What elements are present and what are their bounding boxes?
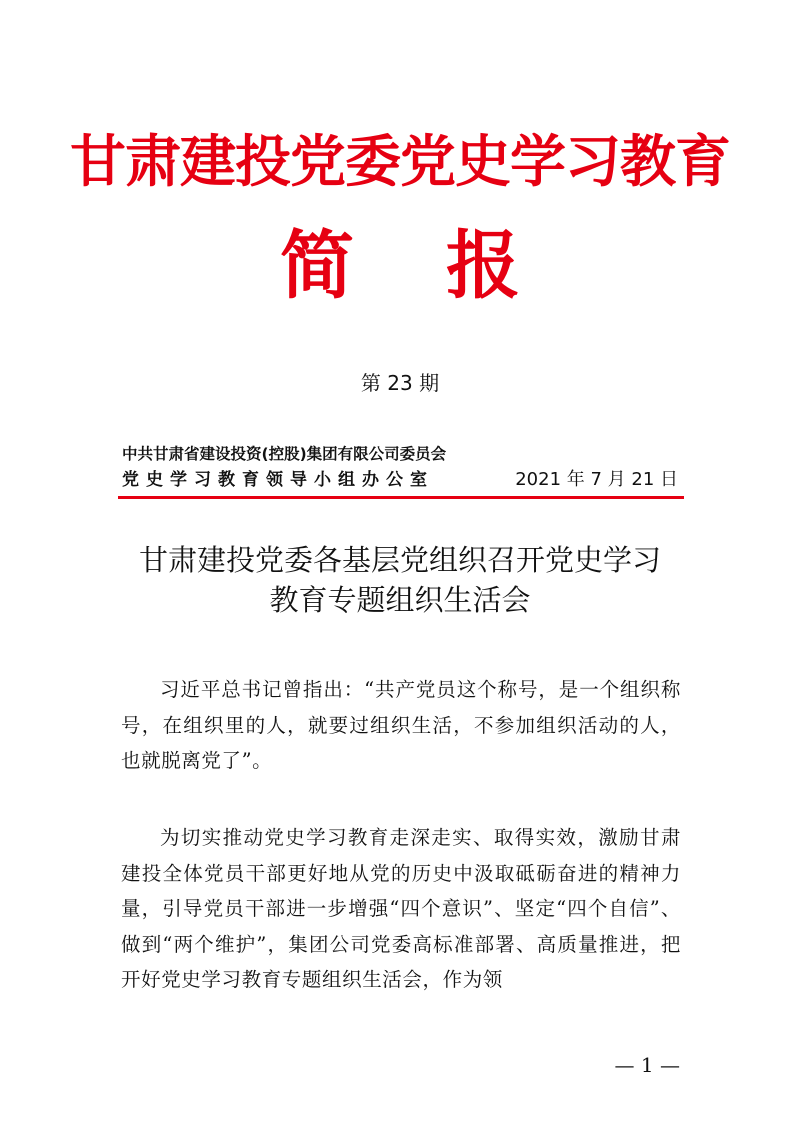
- page-number: — 1 —: [614, 1053, 680, 1077]
- issue-date: 2021 年 7 月 21 日: [515, 469, 678, 490]
- article-paragraph: 为切实推动党史学习教育走深走实、取得实效，激励甘肃建投全体党员干部更好地从党的历史中汲取砥砺奋进的精神力量，引导党员干部进一步增强“四个意识”、坚定“四个自信”、做到“两个维护”，集团公司党委高标准部署、高质量推进，把开好党史学习教育专题组织生活会，作为领: [121, 826, 681, 991]
- bulletin-char-bao: 报: [446, 223, 520, 309]
- bulletin-char-jian: 简: [280, 223, 354, 309]
- article-paragraph: 习近平总书记曾指出：“共产党员这个称号，是一个组织称号，在组织里的人，就要过组织生活，不参加组织活动的人，也就脱离党了”。: [121, 678, 681, 772]
- bulletin-label: [0, 222, 800, 310]
- issue-number: 第 23 期: [360, 371, 440, 395]
- masthead-title: 甘肃建投党委党史学习教育: [70, 130, 730, 195]
- issuing-office: 党史学习教育领导小组办公室: [122, 470, 434, 490]
- article-title-line-2: 教育专题组织生活会: [269, 583, 531, 617]
- article-title: [60, 540, 740, 620]
- article-title-line-1: 甘肃建投党委各基层党组织召开党史学习: [138, 543, 661, 577]
- red-divider-line: [118, 496, 684, 499]
- issuing-organization: 中共甘肃省建设投资(控股)集团有限公司委员会: [122, 445, 447, 463]
